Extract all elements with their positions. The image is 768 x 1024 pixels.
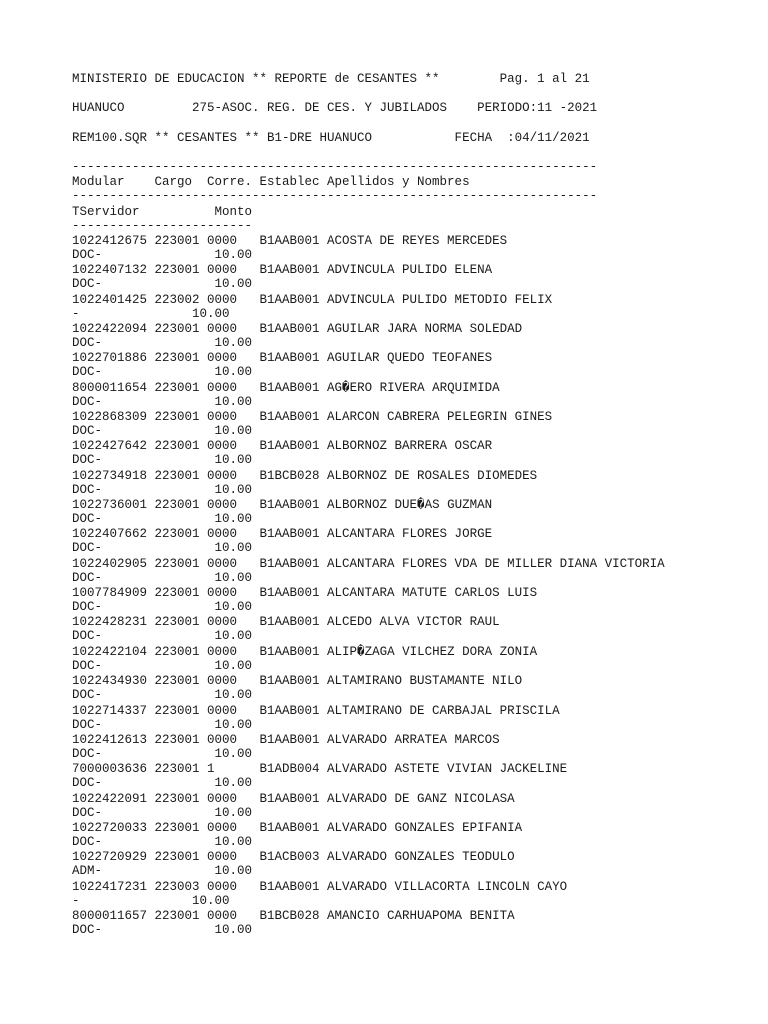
record-main-line: 1007784909 223001 0000 B1AAB001 ALCANTARA MATUTE CARLOS LUIS bbox=[72, 586, 538, 601]
record-main-line: 8000011654 223001 0000 B1AAB001 AG�ERO RIVERA ARQUIMIDA bbox=[72, 380, 500, 395]
record-amount-line: DOC- 10.00 bbox=[72, 834, 253, 849]
record-main-line: 1022402905 223001 0000 B1AAB001 ALCANTARA FLORES VDA DE MILLER DIANA VICTORIA bbox=[72, 556, 665, 571]
record-amount-line: DOC- 10.00 bbox=[72, 365, 253, 380]
record-amount-line: DOC- 10.00 bbox=[72, 600, 253, 615]
record-main-line: 1022736001 223001 0000 B1AAB001 ALBORNOZ DUE�AS GUZMAN bbox=[72, 498, 493, 513]
record-main-line: 1022868309 223001 0000 B1AAB001 ALARCON CABRERA PELEGRIN GINES bbox=[72, 410, 553, 425]
record-amount-line: DOC- 10.00 bbox=[72, 424, 253, 439]
record-amount-line: DOC- 10.00 bbox=[72, 512, 253, 527]
column-headers-2: TServidor Monto bbox=[72, 205, 253, 219]
record-amount-line: ADM- 10.00 bbox=[72, 864, 253, 879]
record-main-line: 1022407132 223001 0000 B1AAB001 ADVINCULA PULIDO ELENA bbox=[72, 263, 493, 278]
record-amount-line: DOC- 10.00 bbox=[72, 658, 253, 673]
record-main-line: 1022417231 223003 0000 B1AAB001 ALVARADO VILLACORTA LINCOLN CAYO bbox=[72, 879, 568, 894]
record-amount-line: DOC- 10.00 bbox=[72, 453, 253, 468]
record-main-line: 1022407662 223001 0000 B1AAB001 ALCANTARA FLORES JORGE bbox=[72, 527, 493, 542]
record-amount-line: DOC- 10.00 bbox=[72, 688, 253, 703]
report-org-line: HUANUCO 275-ASOC. REG. DE CES. Y JUBILADOS PERIODO:11 -2021 bbox=[72, 101, 598, 115]
record-main-line: 1022422091 223001 0000 B1AAB001 ALVARADO DE GANZ NICOLASA bbox=[72, 791, 515, 806]
record-main-line: 1022412675 223001 0000 B1AAB001 ACOSTA DE REYES MERCEDES bbox=[72, 234, 508, 248]
report-meta-line: REM100.SQR ** CESANTES ** B1-DRE HUANUCO FECHA :04/11/2021 bbox=[72, 131, 590, 145]
record-amount-line: DOC- 10.00 bbox=[72, 541, 253, 556]
record-main-line: 1022714337 223001 0000 B1AAB001 ALTAMIRANO DE CARBAJAL PRISCILA bbox=[72, 703, 560, 718]
record-main-line: 1022428231 223001 0000 B1AAB001 ALCEDO ALVA VICTOR RAUL bbox=[72, 615, 500, 630]
record-main-line: 7000003636 223001 1 B1ADB004 ALVARADO ASTETE VIVIAN JACKELINE bbox=[72, 762, 568, 777]
record-main-line: 1022734918 223001 0000 B1BCB028 ALBORNOZ DE ROSALES DIOMEDES bbox=[72, 468, 538, 483]
record-amount-line: DOC- 10.00 bbox=[72, 629, 253, 644]
record-amount-line: DOC- 10.00 bbox=[72, 277, 253, 292]
record-amount-line: DOC- 10.00 bbox=[72, 922, 253, 937]
record-amount-line: - 10.00 bbox=[72, 893, 230, 908]
column-headers-1: Modular Cargo Corre. Establec Apellidos y Nombres bbox=[72, 175, 470, 189]
record-main-line: 1022720929 223001 0000 B1ACB003 ALVARADO GONZALES TEODULO bbox=[72, 850, 515, 865]
record-main-line: 1022422094 223001 0000 B1AAB001 AGUILAR JARA NORMA SOLEDAD bbox=[72, 322, 523, 337]
rule-top: ---------------------------------------------------------------------- bbox=[72, 160, 598, 174]
record-main-line: 8000011657 223001 0000 B1BCB028 AMANCIO CARHUAPOMA BENITA bbox=[72, 908, 515, 923]
record-amount-line: DOC- 10.00 bbox=[72, 717, 253, 732]
record-amount-line: DOC- 10.00 bbox=[72, 394, 253, 409]
record-amount-line: DOC- 10.00 bbox=[72, 570, 253, 585]
record-main-line: 1022401425 223002 0000 B1AAB001 ADVINCULA PULIDO METODIO FELIX bbox=[72, 292, 553, 307]
record-main-line: 1022720033 223001 0000 B1AAB001 ALVARADO GONZALES EPIFANIA bbox=[72, 820, 523, 835]
record-amount-line: DOC- 10.00 bbox=[72, 805, 253, 820]
record-amount-line: DOC- 10.00 bbox=[72, 248, 253, 262]
record-amount-line: DOC- 10.00 bbox=[72, 776, 253, 791]
rule-mid: ---------------------------------------------------------------------- bbox=[72, 189, 598, 203]
record-amount-line: DOC- 10.00 bbox=[72, 336, 253, 351]
record-main-line: 1022422104 223001 0000 B1AAB001 ALIP�ZAGA VILCHEZ DORA ZONIA bbox=[72, 644, 538, 659]
record-main-line: 1022434930 223001 0000 B1AAB001 ALTAMIRANO BUSTAMANTE NILO bbox=[72, 674, 523, 689]
record-main-line: 1022701886 223001 0000 B1AAB001 AGUILAR QUEDO TEOFANES bbox=[72, 351, 493, 366]
report-title-line: MINISTERIO DE EDUCACION ** REPORTE de CESANTES ** Pag. 1 al 21 bbox=[72, 72, 590, 86]
rule-short: ------------------------ bbox=[72, 219, 253, 233]
record-amount-line: DOC- 10.00 bbox=[72, 482, 253, 497]
record-amount-line: - 10.00 bbox=[72, 306, 230, 321]
record-main-line: 1022412613 223001 0000 B1AAB001 ALVARADO ARRATEA MARCOS bbox=[72, 732, 500, 747]
record-amount-line: DOC- 10.00 bbox=[72, 746, 253, 761]
record-main-line: 1022427642 223001 0000 B1AAB001 ALBORNOZ BARRERA OSCAR bbox=[72, 439, 493, 454]
